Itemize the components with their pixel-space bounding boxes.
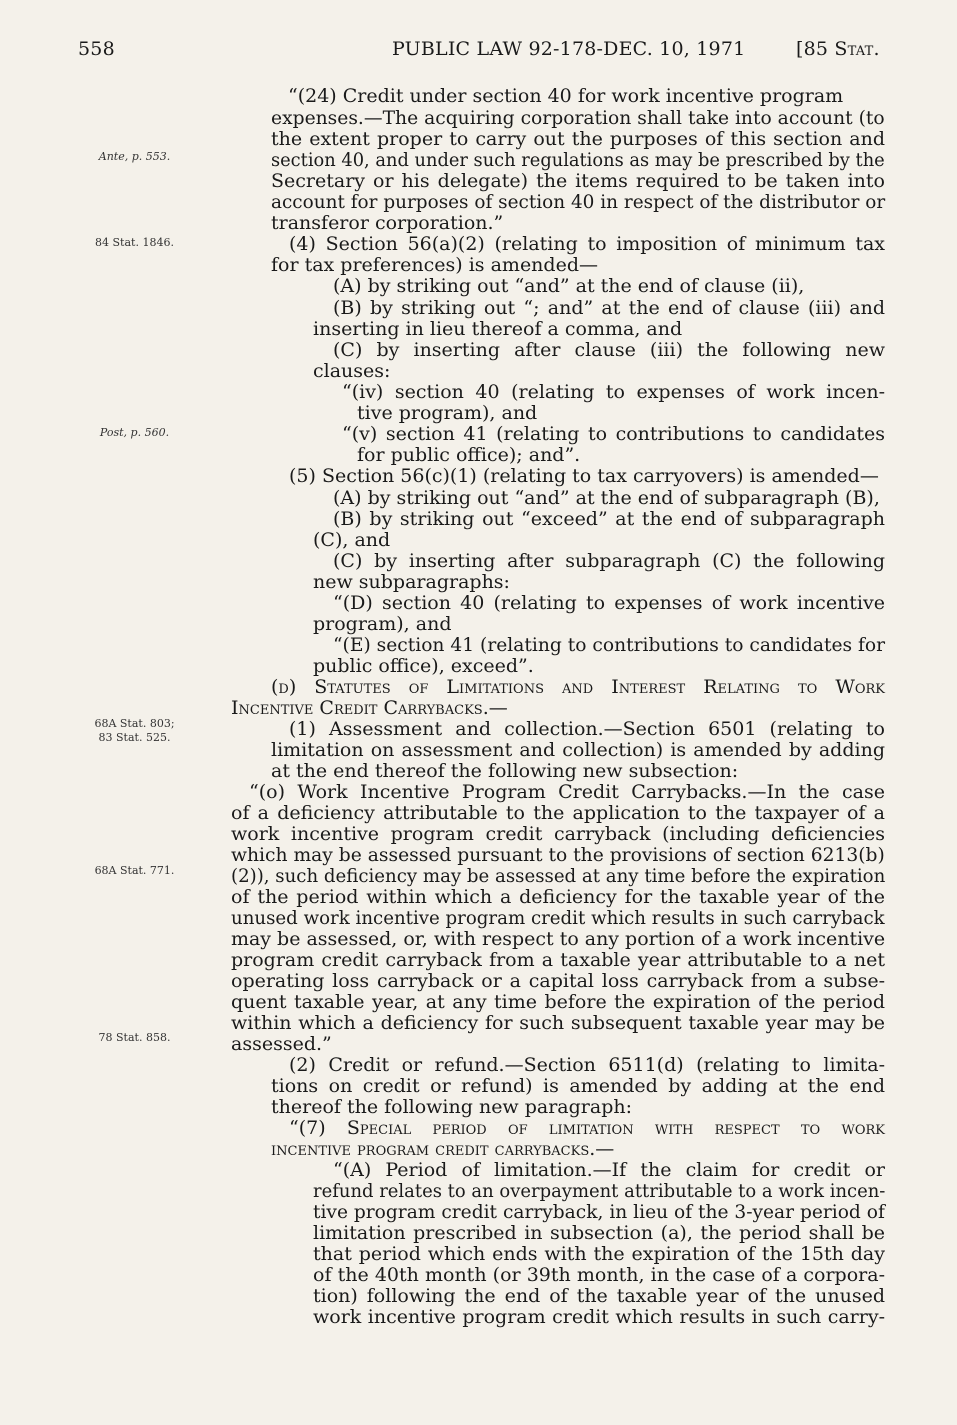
margin-note: 78 Stat. 858. bbox=[98, 1031, 171, 1044]
text-line: tive program credit carryback, in lieu of the 3-year period of bbox=[313, 1201, 885, 1223]
text-line: of the period within which a deficiency for the taxable year of the bbox=[231, 886, 885, 908]
text-line: clauses: bbox=[313, 360, 391, 382]
text-line: work incentive program credit carryback (including deficiencies bbox=[231, 823, 885, 845]
page-number: 558 bbox=[78, 38, 115, 60]
text-line: within which a deficiency for such subsequent taxable year may be bbox=[231, 1012, 885, 1034]
text-line: (B) by striking out “exceed” at the end of subparagraph bbox=[333, 508, 885, 530]
text-line: expenses.—The acquiring corporation shall take into account (to bbox=[271, 107, 885, 129]
text-line: “(iv) section 40 (relating to expenses of work incen- bbox=[342, 381, 885, 403]
text-line: program credit carryback from a taxable year attributable to a net bbox=[231, 949, 885, 971]
text-line: account for purposes of section 40 in respect of the distributor or bbox=[271, 191, 886, 213]
text-line: operating loss carryback or a capital loss carryback from a subse- bbox=[231, 970, 885, 992]
text-line: “(o) Work Incentive Program Credit Carrybacks.—In the case bbox=[249, 781, 885, 803]
text-line: (A) by striking out “and” at the end of clause (ii), bbox=[333, 275, 805, 297]
text-line: work incentive program credit which results in such carry- bbox=[313, 1306, 885, 1328]
text-line: “(E) section 41 (relating to contributions to candidates for bbox=[333, 634, 886, 656]
text-line: assessed.” bbox=[231, 1033, 332, 1055]
text-line: refund relates to an overpayment attributable to a work incen- bbox=[313, 1180, 886, 1202]
margin-note: 68A Stat. 771. bbox=[94, 864, 175, 877]
text-line: of the 40th month (or 39th month, in the case of a corpora- bbox=[313, 1264, 885, 1286]
text-line: “(A) Period of limitation.—If the claim for credit or bbox=[333, 1159, 885, 1181]
text-line: (4) Section 56(a)(2) (relating to imposition of minimum tax bbox=[289, 233, 885, 255]
text-line: which may be assessed pursuant to the provisions of section 6213(b) bbox=[231, 844, 885, 866]
margin-note: 84 Stat. 1846. bbox=[95, 236, 174, 249]
text-line: inserting in lieu thereof a comma, and bbox=[313, 318, 683, 340]
text-line: for public office); and”. bbox=[357, 444, 581, 466]
text-line: (2) Credit or refund.—Section 6511(d) (relating to limita- bbox=[289, 1054, 885, 1076]
text-line: (2)), such deficiency may be assessed at any time before the expiration bbox=[231, 865, 886, 887]
text-line: for tax preferences) is amended— bbox=[271, 254, 598, 276]
text-line: (C), and bbox=[313, 529, 391, 551]
text-line: “(v) section 41 (relating to contributions to candidates bbox=[342, 423, 885, 445]
text-line: that period which ends with the expiration of the 15th day bbox=[313, 1243, 885, 1265]
text-line: (5) Section 56(c)(1) (relating to tax carryovers) is amended— bbox=[289, 465, 879, 487]
text-line: unused work incentive program credit which results in such carryback bbox=[231, 907, 885, 929]
text-line: thereof the following new paragraph: bbox=[271, 1096, 633, 1118]
text-line: tion) following the end of the taxable year of the unused bbox=[313, 1285, 885, 1307]
margin-note: 68A Stat. 803; bbox=[94, 717, 175, 730]
text-line: (d) Statutes of Limitations and Interest Relating to Work bbox=[271, 676, 885, 698]
text-line: of a deficiency attributable to the application to the taxpayer of a bbox=[231, 802, 885, 824]
margin-note: Post, p. 560. bbox=[99, 426, 170, 439]
statute-reference: [85 Stat. bbox=[796, 38, 880, 60]
text-line: public office), exceed”. bbox=[313, 655, 534, 677]
text-line: section 40, and under such regulations as may be prescribed by the bbox=[271, 149, 885, 171]
text-line: quent taxable year, at any time before the expiration of the period bbox=[231, 991, 885, 1013]
text-line: “(D) section 40 (relating to expenses of work incentive bbox=[333, 592, 885, 614]
margin-note: 83 Stat. 525. bbox=[98, 731, 171, 744]
running-title: PUBLIC LAW 92-178-DEC. 10, 1971 bbox=[392, 38, 746, 60]
text-line: (C) by inserting after subparagraph (C) the following bbox=[333, 550, 885, 572]
text-line: the extent proper to carry out the purposes of this section and bbox=[271, 128, 885, 150]
text-line: (A) by striking out “and” at the end of subparagraph (B), bbox=[333, 487, 880, 509]
margin-note: Ante, p. 553. bbox=[98, 150, 171, 163]
text-line: “(7) Special period of limitation with respect to work bbox=[289, 1117, 885, 1139]
text-line: at the end thereof the following new subsection: bbox=[271, 760, 739, 782]
text-line: program), and bbox=[313, 613, 452, 635]
text-line: limitation prescribed in subsection (a), the period shall be bbox=[313, 1222, 885, 1244]
text-line: tions on credit or refund) is amended by adding at the end bbox=[271, 1075, 885, 1097]
text-line: (C) by inserting after clause (iii) the following new bbox=[333, 339, 885, 361]
text-line: transferor corporation.” bbox=[271, 212, 504, 234]
text-line: new subparagraphs: bbox=[313, 571, 510, 593]
text-line: may be assessed, or, with respect to any portion of a work incentive bbox=[231, 928, 886, 950]
text-line: Incentive Credit Carrybacks.— bbox=[231, 697, 508, 719]
text-line: limitation on assessment and collection) is amended by adding bbox=[271, 739, 885, 761]
text-line: “(24) Credit under section 40 for work incentive program bbox=[288, 85, 844, 107]
text-line: (B) by striking out “; and” at the end of clause (iii) and bbox=[333, 297, 885, 319]
text-line: incentive program credit carrybacks.— bbox=[271, 1138, 615, 1160]
text-line: (1) Assessment and collection.—Section 6501 (relating to bbox=[289, 718, 885, 740]
text-line: tive program), and bbox=[357, 402, 538, 424]
text-line: Secretary or his delegate) the items required to be taken into bbox=[271, 170, 885, 192]
